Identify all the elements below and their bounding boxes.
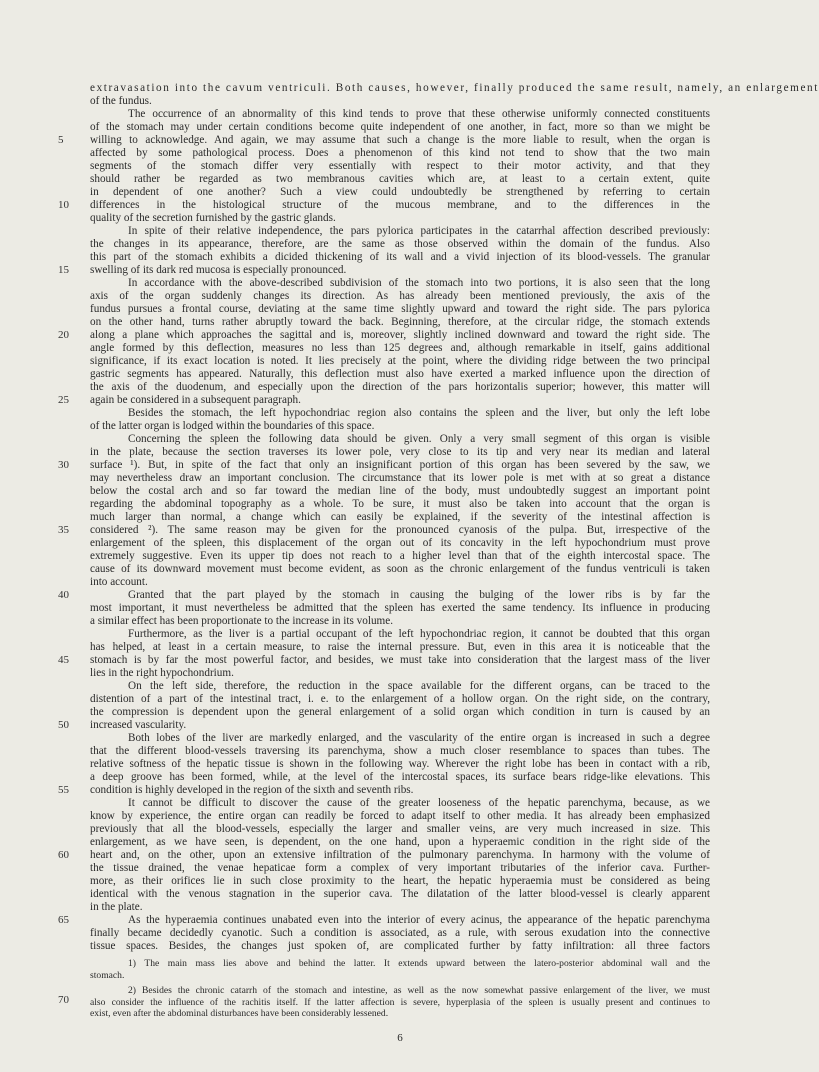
- text-line: affected by some pathological process. Does a phenomenon of this kind not tend to show that the two main: [90, 147, 710, 159]
- text-line: enlargement, as we have seen, is dependent, on the one hand, upon a hyperaemic condition in the right side of the: [90, 836, 710, 848]
- text-line: distention of a part of the intestinal tract, i. e. to the enlargement of a hollow organ. On the right side, on the contrary,: [90, 693, 710, 705]
- text-line: Both lobes of the liver are markedly enlarged, and the vascularity of the entire organ is increased in such a degree: [128, 732, 710, 744]
- text-line: has helped, at least in a certain measure, to raise the internal pressure. But, even in this area it is noticeable that the: [90, 641, 710, 653]
- text-line: increased vascularity.: [90, 719, 187, 731]
- line-number: 70: [58, 994, 69, 1006]
- text-line: On the left side, therefore, the reduction in the space available for the different organs, can be traced to the: [128, 680, 710, 692]
- text-line: the axis of the duodenum, and especially upon the direction of the pars horizontalis superior; however, this matter will: [90, 381, 710, 393]
- line-number: 15: [58, 264, 69, 276]
- text-line: In spite of their relative independence, the pars pylorica participates in the catarrhal affection described previously:: [128, 225, 710, 237]
- text-line: along a plane which approaches the sagittal and is, moreover, slightly inclined downward and toward the right side. The: [90, 329, 710, 341]
- text-line: swelling of its dark red mucosa is especially pronounced.: [90, 264, 347, 276]
- text-line: may nevertheless draw an important conclusion. The circumstance that its lower pole is met with at so great a distance: [90, 472, 710, 484]
- text-line: axis of the organ suddenly changes its direction. As has already been mentioned previously, the axis of the: [90, 290, 710, 302]
- line-number: 65: [58, 914, 69, 926]
- text-line: angle formed by this deflection, measures no less than 125 degrees and, although remarkable in itself, gains additional: [90, 342, 710, 354]
- text-line: that the different blood-vessels traversing its parenchyma, show a much closer resemblance to spaces than tubes. The: [90, 745, 710, 757]
- text-line: In accordance with the above-described subdivision of the stomach into two portions, it is also seen that the long: [128, 277, 710, 289]
- text-line: identical with the venous stagnation in the superior cava. The dilatation of the latter blood-vessel is clearly apparent: [90, 888, 710, 900]
- text-line: stomach is by far the most powerful factor, and besides, we must take into consideration that the largest mass of the liver: [90, 654, 710, 666]
- text-line: Concerning the spleen the following data should be given. Only a very small segment of this organ is visible: [128, 433, 710, 445]
- text-line: again be considered in a subsequent paragraph.: [90, 394, 301, 406]
- text-line: of the latter organ is lodged within the boundaries of this space.: [90, 420, 375, 432]
- line-number: 35: [58, 524, 69, 536]
- line-number: 50: [58, 719, 69, 731]
- text-line: lies in the right hypochondrium.: [90, 667, 234, 679]
- text-line: surface ¹). But, in spite of the fact that only an insignificant portion of this organ has been severed by the saw, we: [90, 459, 710, 471]
- text-line: a deep groove has been formed, while, at the level of the intercostal spaces, its surface bears ridge-like elevations. This: [90, 771, 710, 783]
- text-line: extravasation into the cavum ventriculi. Both causes, however, finally produced the same result, namely, an enlargement: [90, 82, 819, 94]
- footnote-line: stomach.: [90, 969, 125, 981]
- text-line: tissue spaces. Besides, the changes just spoken of, are complicated further by fatty infiltration: all three factors: [90, 940, 710, 952]
- text-line: extremely suggestive. Even its upper tip does not reach to a higher level than that of the eighth intercostal space. The: [90, 550, 710, 562]
- text-line: finally became decidedly cyanotic. Such a condition is associated, as a rule, with serous exudation into the connective: [90, 927, 710, 939]
- line-number: 25: [58, 394, 69, 406]
- text-line: heart and, on the other, upon an extensive infiltration of the pulmonary parenchyma. In harmony with the volume of: [90, 849, 710, 861]
- line-number: 45: [58, 654, 69, 666]
- text-line: into account.: [90, 576, 148, 588]
- text-line: relative softness of the hepatic tissue is shown in the following way. Wherever the right lobe has been in contact with a rib,: [90, 758, 710, 770]
- line-number: 5: [58, 134, 64, 146]
- text-line: significance, if its exact location is noted. It lies precisely at the point, where the dividing ridge between the two principal: [90, 355, 710, 367]
- line-number: 60: [58, 849, 69, 861]
- text-line: gastric segments has appeared. Naturally, this deflection must also have exerted a marked influence upon the direction of: [90, 368, 710, 380]
- line-number: 20: [58, 329, 69, 341]
- text-line: condition is highly developed in the region of the sixth and seventh ribs.: [90, 784, 414, 796]
- text-line: cause of its downward movement must become evident, as soon as the chronic enlargement of the fundus ventriculi is taken: [90, 563, 710, 575]
- text-line: Besides the stomach, the left hypochondriac region also contains the spleen and the liver, but only the left lobe: [128, 407, 710, 419]
- line-number: 30: [58, 459, 69, 471]
- text-line: As the hyperaemia continues unabated even into the interior of every acinus, the appearance of the hepatic parenchyma: [128, 914, 710, 926]
- text-line: of the fundus.: [90, 95, 152, 107]
- footnote-line: exist, even after the abdominal disturbances have been considerably lessened.: [90, 1008, 389, 1019]
- text-line: enlargement of the spleen, this displacement of the organ out of its concavity in the left hypochondrium must prove: [90, 537, 710, 549]
- text-line: in the plate.: [90, 901, 143, 913]
- footnote-line: also consider the influence of the rachitis itself. If the latter affection is severe, hyperplasia of the spleen is usually present and continues to: [90, 996, 710, 1008]
- text-line: differences in the histological structure of the mucous membrane, and to the differences in the: [90, 199, 710, 211]
- text-line: in the plate, because the section traverses its lower pole, very close to its tip and very near its median and lateral: [90, 446, 710, 458]
- text-line: a similar effect has been proportionate to the increase in its volume.: [90, 615, 393, 627]
- text-line: should rather be regarded as two membranous cavities which are, at least to a certain extent, quite: [90, 173, 710, 185]
- line-number: 40: [58, 589, 69, 601]
- text-line: the changes in its appearance, therefore, are the same as those observed within the domain of the fundus. Also: [90, 238, 710, 250]
- text-line: know by experience, the entire organ can readily be forced to adapt itself to other media. It has already been emphasized: [90, 810, 710, 822]
- text-line: the tissue drained, the venae hepaticae form a complex of very important tributaries of the inferior cava. Further-: [90, 862, 710, 874]
- text-line: in dependent of one another? Such a view could undoubtedly be strengthened by referring to certain: [90, 186, 710, 198]
- text-line: considered ²). The same reason may be given for the pronounced cyanosis of the pulpa. But, irrespective of the: [90, 524, 710, 536]
- text-line: more, as their orifices lie in such close proximity to the heart, the hepatic hyperaemia must be considered as being: [90, 875, 710, 887]
- text-line: most important, it must nevertheless be admitted that the spleen has exerted the same tendency. Its influence in producing: [90, 602, 710, 614]
- text-line: Furthermore, as the liver is a partial occupant of the left hypochondriac region, it cannot be doubted that this organ: [128, 628, 710, 640]
- text-line: quality of the secretion furnished by the gastric glands.: [90, 212, 336, 224]
- text-line: willing to acknowledge. And again, we may assume that such a change is the more liable to result, when the organ is: [90, 134, 710, 146]
- text-line: regarding the abdominal topography as a whole. To be sure, it must also be taken into account that the organ is: [90, 498, 710, 510]
- page-number: 6: [397, 1032, 403, 1044]
- line-number: 55: [58, 784, 69, 796]
- text-line: segments of the stomach differ very essentially with respect to their motor activity, and that they: [90, 160, 710, 172]
- text-line: The occurrence of an abnormality of this kind tends to prove that these otherwise uniformly connected constituents: [128, 108, 710, 120]
- footnote-line: 2) Besides the chronic catarrh of the stomach and intestine, as well as the now somewhat passive enlargement of the liver, we must: [128, 985, 710, 996]
- text-line: fundus pursues a frontal course, deviating at the same time slightly upward and toward the right side. The pars pylorica: [90, 303, 710, 315]
- text-line: It cannot be difficult to discover the cause of the greater looseness of the hepatic parenchyma, because, as we: [128, 797, 710, 809]
- text-line: this part of the stomach exhibits a dicided thickening of its wall and a vivid injection of its blood-vessels. The granular: [90, 251, 710, 263]
- text-line: the compression is dependent upon the general enlargement of a solid organ which condition in turn is caused by an: [90, 706, 710, 718]
- footnote-line: 1) The main mass lies above and behind the latter. It extends upward between the latero-posterior abdominal wall and the: [128, 958, 710, 969]
- text-line: on the other hand, turns rather abruptly toward the back. Beginning, therefore, at the circular ridge, the stomach extends: [90, 316, 710, 328]
- text-line: Granted that the part played by the stomach in causing the bulging of the lower ribs is by far the: [128, 589, 710, 601]
- text-line: much larger than normal, a change which can easily be explained, if the severity of the intestinal affection is: [90, 511, 710, 523]
- text-line: previously that all the blood-vessels, especially the larger and smaller veins, are very much increased in size. This: [90, 823, 710, 835]
- line-number: 10: [58, 199, 69, 211]
- text-line: below the costal arch and so far toward the median line of the body, must undoubtedly suggest an important point: [90, 485, 710, 497]
- text-line: of the stomach may under certain conditions become quite independent of one another, in fact, more so than we might be: [90, 121, 710, 133]
